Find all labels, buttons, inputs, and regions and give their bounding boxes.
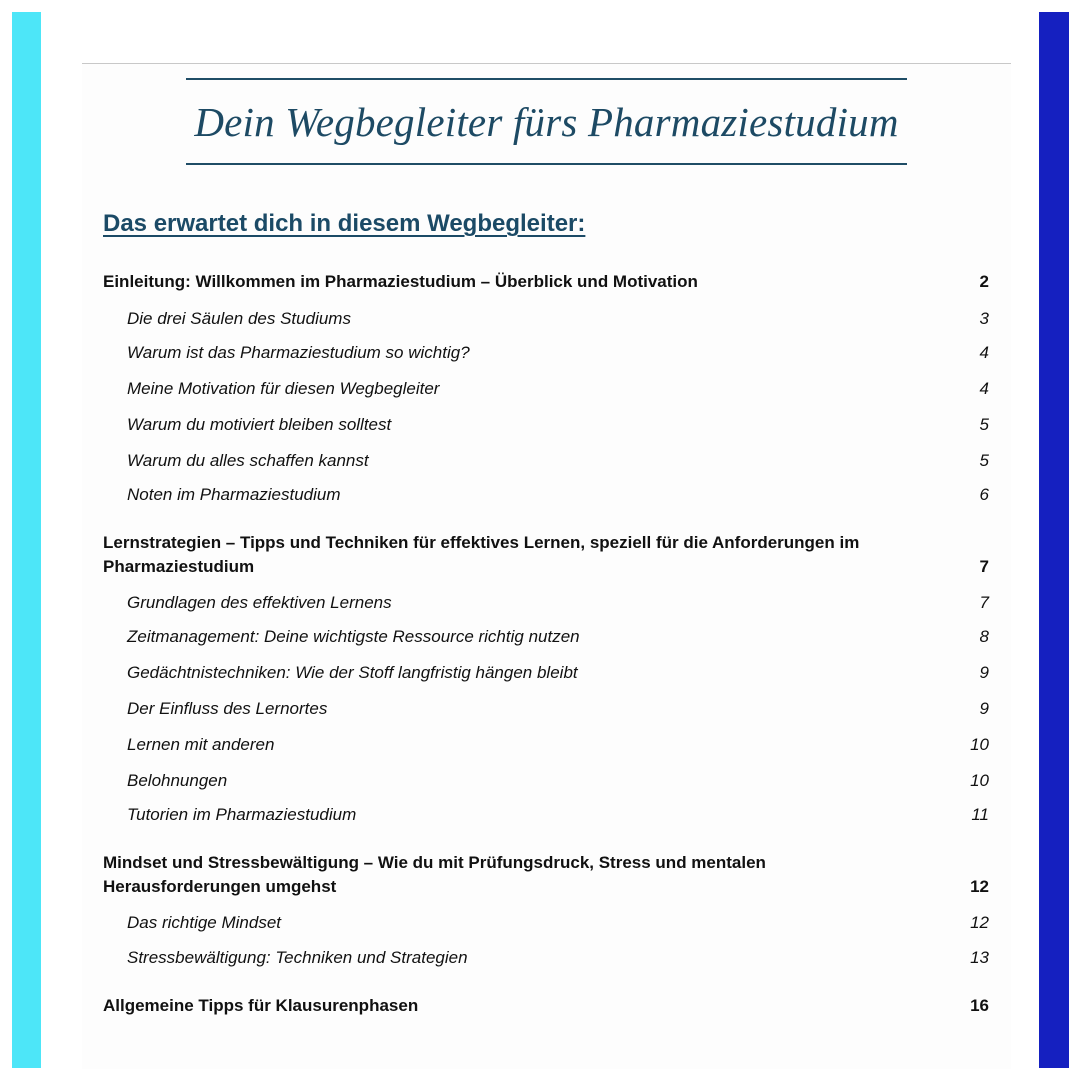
toc-entry-label: Meine Motivation für diesen Wegbegleiter: [127, 379, 440, 398]
toc-entry-label: Lernstrategien – Tipps und Techniken für effektives Lernen, speziell für die Anforderungen im: [103, 533, 860, 552]
toc-entry[interactable]: [103, 531, 989, 579]
toc-entry-label: Mindset und Stressbewältigung – Wie du mit Prüfungsdruck, Stress und mentalen: [103, 853, 766, 872]
toc-entry-page: 10: [970, 735, 989, 754]
toc-entry-label: Noten im Pharmaziestudium: [127, 485, 341, 504]
document-page: [82, 63, 1011, 1069]
toc-entry-page: 13: [970, 948, 989, 967]
toc-entry[interactable]: [103, 803, 989, 827]
toc-entry-page: 12: [970, 877, 989, 896]
toc-entry-page: 2: [979, 272, 989, 291]
toc-entry-page: 10: [970, 771, 989, 790]
toc-entry-label: Lernen mit anderen: [127, 735, 275, 754]
toc-entry-page: 8: [979, 627, 989, 646]
toc-entry[interactable]: [103, 591, 989, 615]
toc-entry-label: Der Einfluss des Lernortes: [127, 699, 328, 718]
toc-entry-label: Warum du alles schaffen kannst: [127, 451, 369, 470]
toc-entry-label: Grundlagen des effektiven Lernens: [127, 593, 392, 612]
toc-entry-page: 5: [979, 451, 989, 470]
toc-entry-label: Die drei Säulen des Studiums: [127, 309, 351, 328]
toc-entry[interactable]: [103, 341, 989, 365]
toc-entry-label: Warum ist das Pharmaziestudium so wichtig?: [127, 343, 470, 362]
toc-entry-label: Das richtige Mindset: [127, 913, 282, 932]
toc-entry-page: 7: [979, 593, 989, 612]
toc-entry-label: Tutorien im Pharmaziestudium: [127, 805, 357, 824]
toc-entry-label-continued: Pharmaziestudium: [103, 557, 255, 576]
document-title: Dein Wegbegleiter fürs Pharmaziestudium: [194, 98, 899, 145]
toc-entry[interactable]: [103, 413, 989, 437]
toc-entry[interactable]: [103, 449, 989, 473]
toc-entry[interactable]: [103, 946, 989, 970]
toc-entry-label-continued: Herausforderungen umgehst: [103, 877, 337, 896]
toc-entry-page: 4: [979, 343, 989, 362]
toc-entry[interactable]: [103, 661, 989, 685]
toc-entry-label: Warum du motiviert bleiben solltest: [127, 415, 392, 434]
toc-entry-page: 12: [970, 913, 989, 932]
toc-entry[interactable]: [103, 911, 989, 935]
toc-entry[interactable]: [103, 769, 989, 793]
toc-entry-page: 9: [979, 663, 989, 682]
left-accent-bar: [12, 12, 41, 1068]
toc-entry-label: Stressbewältigung: Techniken und Strategien: [127, 948, 468, 967]
toc-entry-page: 5: [979, 415, 989, 434]
toc-entry-label: Einleitung: Willkommen im Pharmaziestudium – Überblick und Motivation: [103, 272, 698, 291]
toc-entry-page: 4: [979, 379, 989, 398]
toc-entry-page: 9: [979, 699, 989, 718]
toc-entry[interactable]: [103, 994, 989, 1018]
toc-entry-label: Zeitmanagement: Deine wichtigste Ressource richtig nutzen: [127, 627, 580, 646]
toc-entry-page: 6: [979, 485, 989, 504]
toc-entry[interactable]: [103, 625, 989, 649]
toc-entry-label: Belohnungen: [127, 771, 228, 790]
toc-entry[interactable]: [103, 377, 989, 401]
toc-entry-page: 16: [970, 996, 989, 1015]
toc-entry[interactable]: [103, 270, 989, 294]
toc-entry[interactable]: [103, 733, 989, 757]
title-frame: [186, 78, 907, 165]
toc-heading: Das erwartet dich in diesem Wegbegleiter:: [103, 210, 586, 237]
toc-entry[interactable]: [103, 483, 989, 507]
toc-entry-page: 11: [971, 805, 989, 824]
toc-entry-page: 7: [979, 557, 989, 576]
toc-entry-label: Gedächtnistechniken: Wie der Stoff langfristig hängen bleibt: [127, 663, 578, 682]
toc-entry[interactable]: [103, 697, 989, 721]
toc-entry[interactable]: [103, 851, 989, 899]
toc-entry-page: 3: [979, 309, 989, 328]
right-accent-bar: [1039, 12, 1069, 1068]
toc-entry[interactable]: [103, 307, 989, 331]
toc-entry-label: Allgemeine Tipps für Klausurenphasen: [103, 996, 419, 1015]
